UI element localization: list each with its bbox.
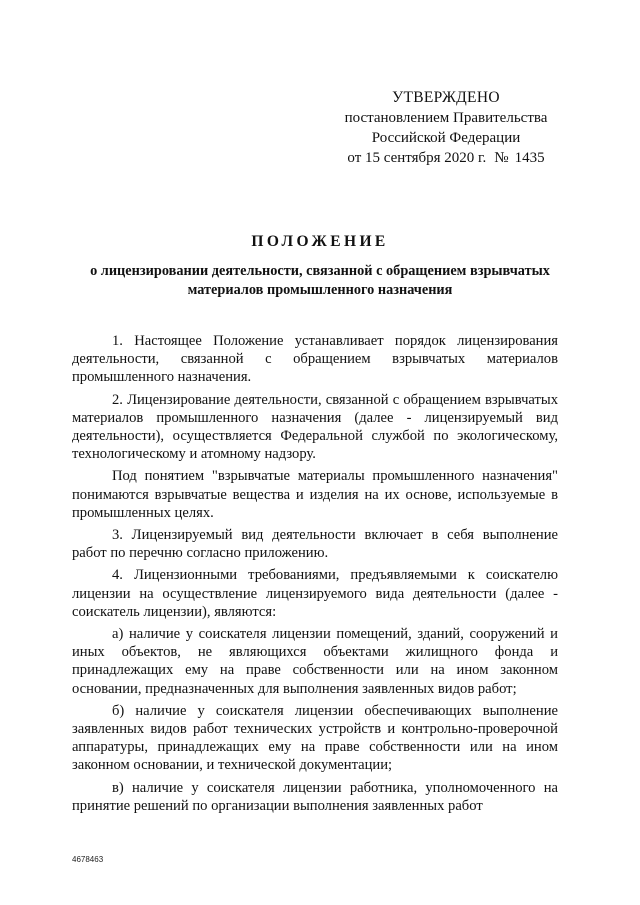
document-body [72,332,558,815]
paragraph-definition: Под понятием "взрывчатые материалы промышленного назначения" понимаются взрывчатые вещества и изделия на их основе, используемые в промышленных целях. [72,468,558,521]
approval-line-2: Российской Федерации [371,130,521,146]
paragraph-1: 1. Настоящее Положение устанавливает порядок лицензирования деятельности, связанной с обращением взрывчатых материалов промышленного назначения. [72,333,558,386]
approval-date: от 15 сентября 2020 г. [347,150,487,166]
paragraph-4b: б) наличие у соискателя лицензии обеспечивающих выполнение заявленных видов работ технических устройств и контрольно-проверочной аппаратуры, принадлежащих ему на праве собственности или на ином законном основании, и технической документации; [72,702,558,774]
approval-heading: УТВЕРЖДЕНО [392,89,500,106]
approval-line-1: постановлением Правительства [344,110,548,126]
paragraph-4a: а) наличие у соискателя лицензии помещений, зданий, сооружений и иных объектов, не являющихся объектами жилищного фонда и принадлежащих ему на праве собственности или на ином законном основании, предназначенных для выполнения заявленных видов работ; [72,626,558,697]
paragraph-2: 2. Лицензирование деятельности, связанной с обращением взрывчатых материалов промышленного назначения (далее - лицензируемый вид деятельности), осуществляется Федеральной службой по экологическому, технологическому и атомному надзору. [72,391,558,463]
approval-number-sign: № [494,150,509,166]
paragraph-3: 3. Лицензируемый вид деятельности включает в себя выполнение работ по перечню согласно приложению. [72,527,558,562]
approval-block [330,88,562,168]
paragraph-4: 4. Лицензионными требованиями, предъявляемыми к соискателю лицензии на осуществление лицензируемого вида деятельности (далее - соискатель лицензии), являются: [72,567,558,620]
approval-number: 1435 [514,150,545,166]
document-subtitle: о лицензировании деятельности, связанной с обращением взрывчатых материалов промышленного назначения [90,263,550,298]
document-title: ПОЛОЖЕНИЕ [251,233,389,250]
document-code: 4678463 [72,855,104,864]
paragraph-4c: в) наличие у соискателя лицензии работника, уполномоченного на принятие решений по организации выполнения заявленных работ [72,779,558,814]
approval-date-line [330,148,562,168]
